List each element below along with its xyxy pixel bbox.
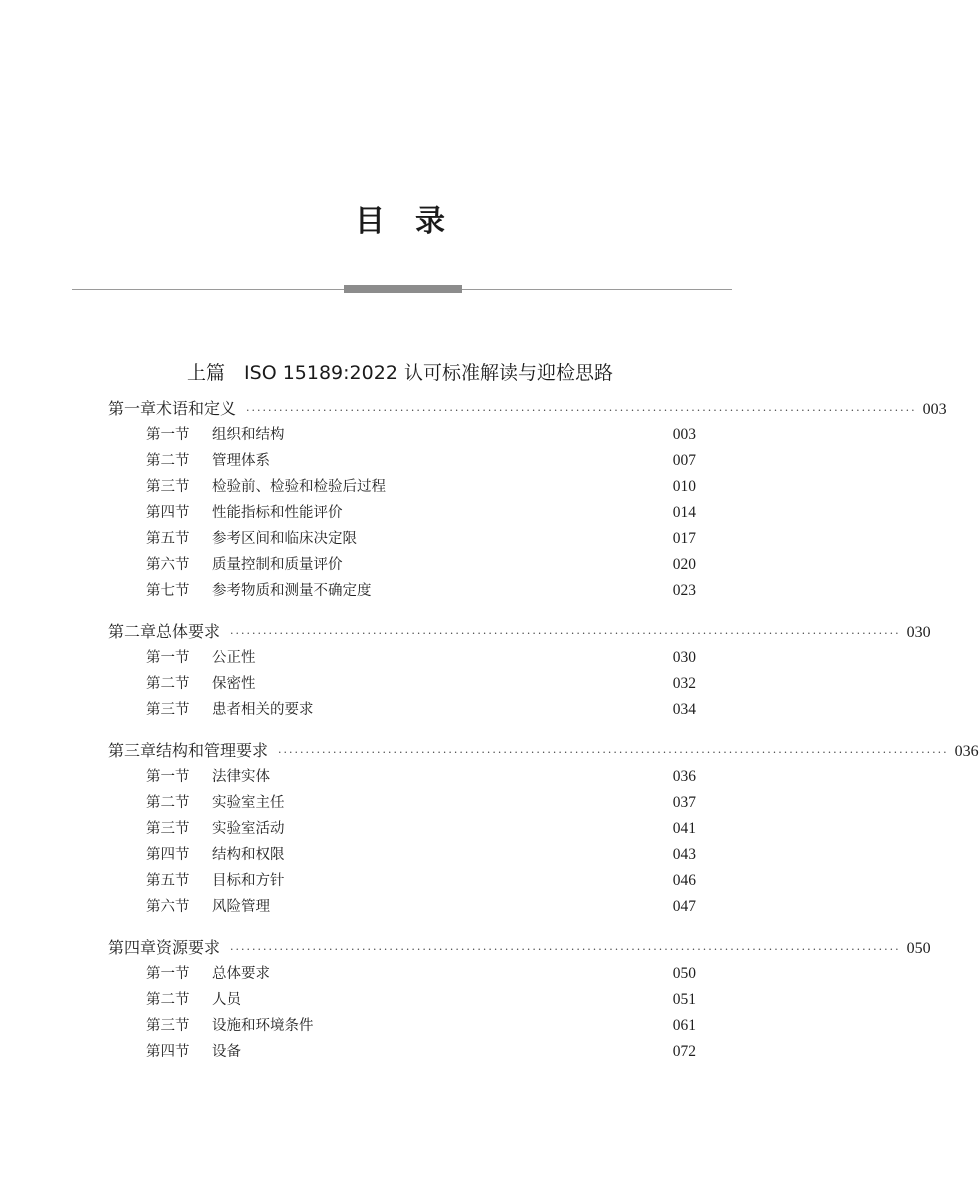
chapter-page-number: 050 [906, 940, 931, 957]
toc-chapter-entry[interactable] [108, 396, 947, 423]
chapter-number: 第二章 [108, 622, 157, 641]
section-title: 实验室活动 [212, 821, 285, 837]
title-divider-accent [344, 285, 462, 293]
toc-chapter [108, 396, 947, 605]
section-number: 第六节 [146, 899, 190, 915]
section-page-number: 072 [672, 1043, 696, 1060]
toc-section-entry[interactable] [108, 646, 696, 672]
section-page-number: 037 [672, 794, 696, 811]
toc-section-entry[interactable] [108, 895, 696, 921]
section-page-number: 036 [672, 768, 696, 785]
section-title: 参考物质和测量不确定度 [212, 583, 372, 599]
section-title: 风险管理 [212, 899, 270, 915]
section-number: 第二节 [146, 676, 190, 692]
section-page-number: 020 [672, 556, 696, 573]
section-title: 设施和环境条件 [212, 1018, 314, 1034]
toc-section-entry[interactable] [108, 579, 696, 605]
section-title: 管理体系 [212, 453, 270, 469]
section-title: 检验前、检验和检验后过程 [212, 479, 386, 495]
toc-chapter-entry[interactable] [108, 738, 979, 765]
chapter-title: 术语和定义 [156, 399, 237, 418]
toc-section-entry[interactable] [108, 988, 696, 1014]
toc-section-entry[interactable] [108, 869, 696, 895]
section-number: 第六节 [146, 557, 190, 573]
section-title: 法律实体 [212, 769, 270, 785]
section-title: 总体要求 [212, 966, 270, 982]
chapter-page-number: 030 [906, 624, 931, 641]
section-number: 第五节 [146, 531, 190, 547]
section-number: 第四节 [146, 847, 190, 863]
dot-leader: ·························································································································· [246, 404, 917, 417]
toc-section-entry[interactable] [108, 527, 696, 553]
toc-section-entry[interactable] [108, 672, 696, 698]
section-page-number: 007 [672, 452, 696, 469]
toc-section-entry[interactable] [108, 817, 696, 843]
section-number: 第一节 [146, 650, 190, 666]
toc-chapter [108, 935, 931, 1066]
toc-section-entry[interactable] [108, 765, 696, 791]
section-number: 第四节 [146, 505, 190, 521]
toc-section-entry[interactable] [108, 698, 696, 724]
section-number: 第二节 [146, 795, 190, 811]
toc-section-entry[interactable] [108, 553, 696, 579]
table-of-contents [108, 396, 979, 1080]
section-page-number: 014 [672, 504, 696, 521]
section-title: 患者相关的要求 [212, 702, 314, 718]
toc-section-entry[interactable] [108, 501, 696, 527]
toc-chapter-entry[interactable] [108, 619, 931, 646]
dot-leader: ·························································································································· [230, 943, 901, 956]
section-number: 第三节 [146, 479, 190, 495]
section-title: 参考区间和临床决定限 [212, 531, 357, 547]
section-page-number: 046 [672, 872, 696, 889]
toc-section-entry[interactable] [108, 1040, 696, 1066]
part-title: 上篇 ISO 15189:2022 认可标准解读与迎检思路 [187, 362, 613, 384]
chapter-number: 第三章 [108, 741, 157, 760]
section-title: 性能指标和性能评价 [212, 505, 343, 521]
section-page-number: 003 [672, 426, 696, 443]
toc-section-entry[interactable] [108, 791, 696, 817]
section-page-number: 047 [672, 898, 696, 915]
section-number: 第二节 [146, 453, 190, 469]
section-title: 组织和结构 [212, 427, 285, 443]
section-page-number: 041 [672, 820, 696, 837]
section-page-number: 051 [672, 991, 696, 1008]
section-title: 保密性 [212, 676, 256, 692]
section-page-number: 030 [672, 649, 696, 666]
toc-section-entry[interactable] [108, 843, 696, 869]
chapter-title: 结构和管理要求 [156, 741, 269, 760]
toc-chapter-entry[interactable] [108, 935, 931, 962]
toc-section-entry[interactable] [108, 962, 696, 988]
chapter-title: 总体要求 [156, 622, 221, 641]
section-page-number: 010 [672, 478, 696, 495]
section-number: 第七节 [146, 583, 190, 599]
section-number: 第一节 [146, 427, 190, 443]
dot-leader: ·························································································································· [230, 627, 901, 640]
toc-section-entry[interactable] [108, 1014, 696, 1040]
section-number: 第二节 [146, 992, 190, 1008]
section-title: 实验室主任 [212, 795, 285, 811]
page-title: 目录 [355, 204, 475, 239]
section-number: 第一节 [146, 769, 190, 785]
section-title: 公正性 [212, 650, 256, 666]
section-title: 人员 [212, 992, 241, 1008]
section-title: 目标和方针 [212, 873, 285, 889]
section-number: 第一节 [146, 966, 190, 982]
section-page-number: 023 [672, 582, 696, 599]
toc-section-entry[interactable] [108, 423, 696, 449]
section-number: 第三节 [146, 1018, 190, 1034]
section-page-number: 050 [672, 965, 696, 982]
chapter-title: 资源要求 [156, 938, 221, 957]
section-page-number: 032 [672, 675, 696, 692]
section-number: 第四节 [146, 1044, 190, 1060]
section-page-number: 017 [672, 530, 696, 547]
toc-section-entry[interactable] [108, 449, 696, 475]
toc-section-entry[interactable] [108, 475, 696, 501]
section-number: 第三节 [146, 702, 190, 718]
section-number: 第五节 [146, 873, 190, 889]
section-page-number: 043 [672, 846, 696, 863]
section-page-number: 034 [672, 701, 696, 718]
section-number: 第三节 [146, 821, 190, 837]
toc-chapter [108, 619, 931, 724]
dot-leader: ·························································································································· [278, 746, 949, 759]
chapter-number: 第四章 [108, 938, 157, 957]
toc-chapter [108, 738, 979, 921]
chapter-page-number: 003 [922, 401, 947, 418]
chapter-page-number: 036 [954, 743, 979, 760]
section-title: 结构和权限 [212, 847, 285, 863]
section-title: 质量控制和质量评价 [212, 557, 343, 573]
section-title: 设备 [212, 1044, 241, 1060]
chapter-number: 第一章 [108, 399, 157, 418]
section-page-number: 061 [672, 1017, 696, 1034]
